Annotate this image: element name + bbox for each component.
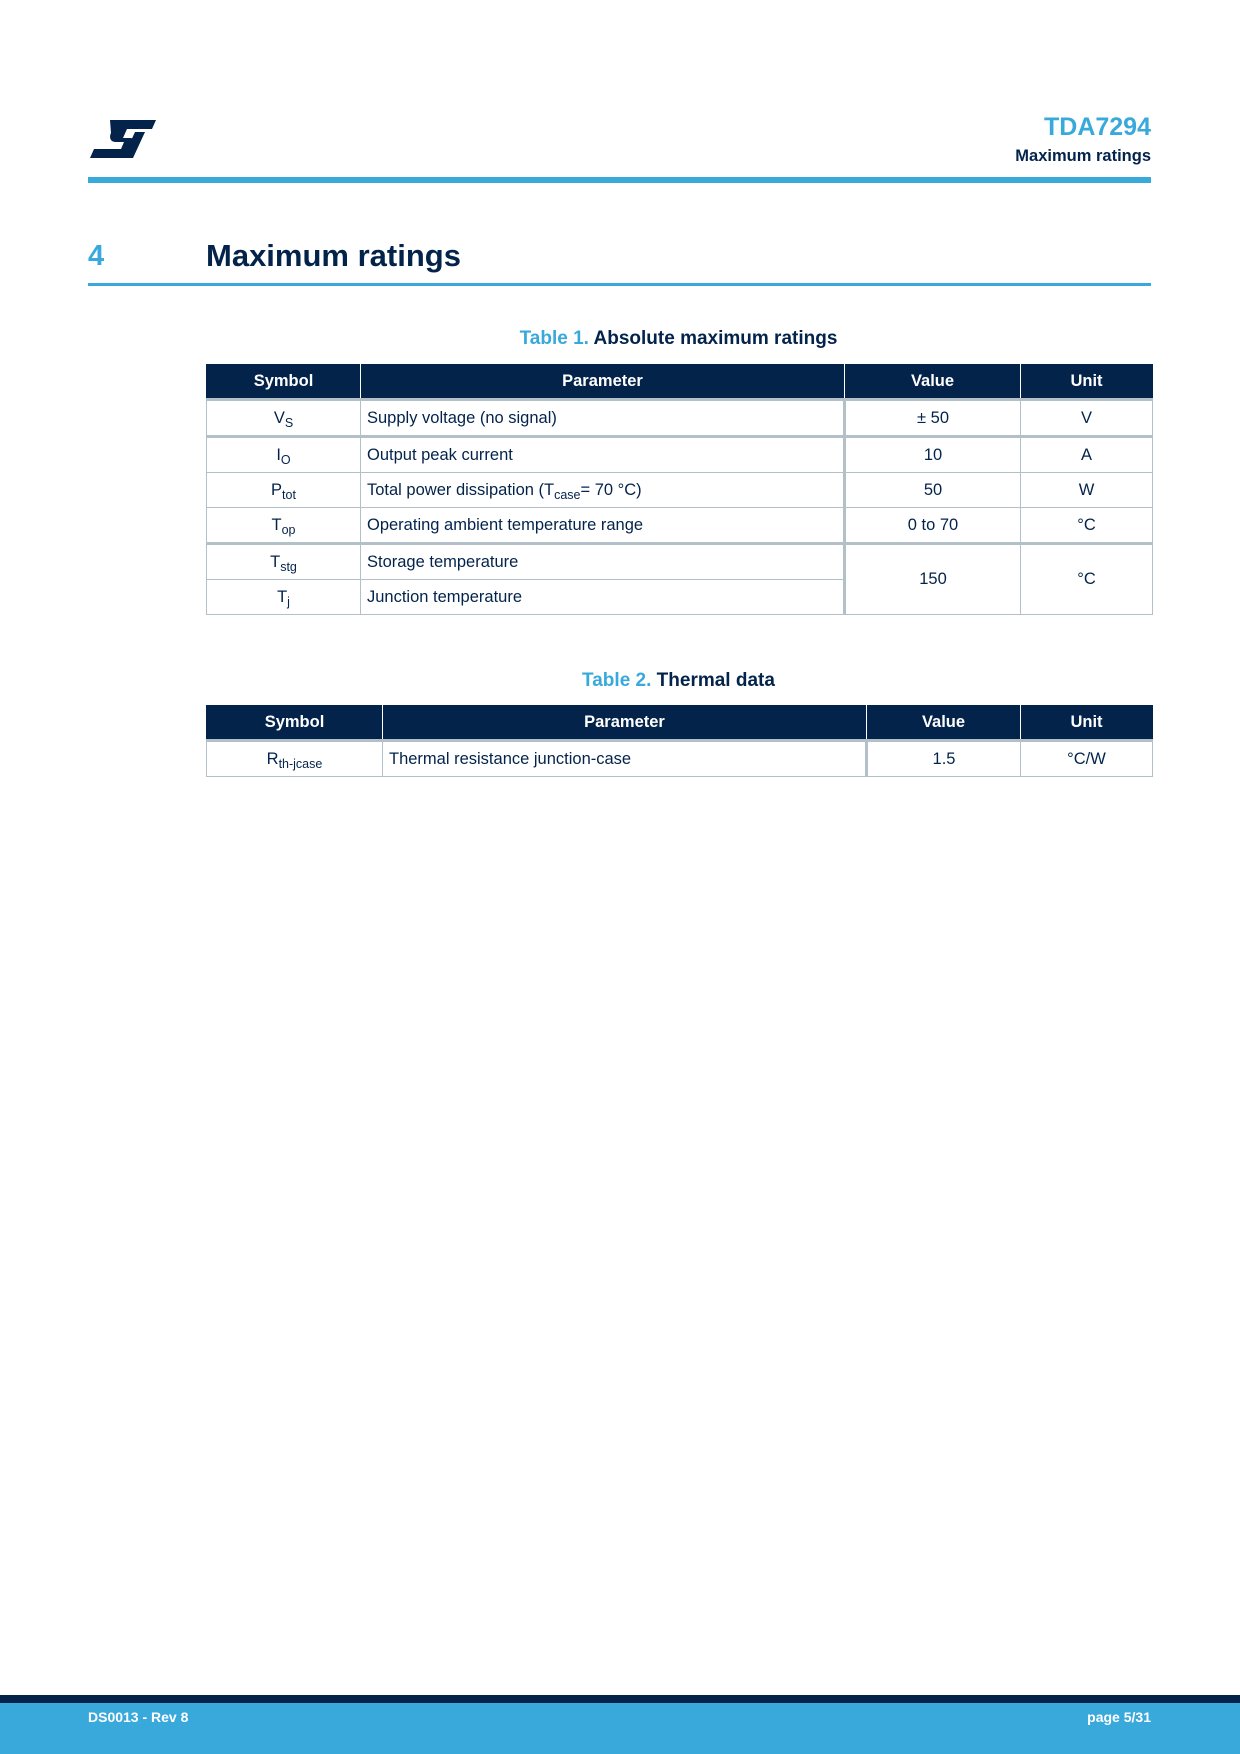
symbol-subscript: O: [280, 452, 291, 467]
footer-document-ref: DS0013 - Rev 8: [88, 1709, 189, 1725]
table2-caption: [206, 670, 1151, 692]
parameter-cell: Output peak current: [361, 437, 845, 473]
parameter-cell: [361, 473, 845, 508]
parameter-subscript: case: [554, 487, 581, 502]
symbol-main: I: [276, 445, 281, 464]
st-logo-icon: [88, 118, 158, 158]
parameter-cell: Junction temperature: [361, 580, 845, 615]
symbol-main: R: [266, 749, 279, 768]
symbol-cell: [207, 437, 361, 473]
unit-cell: °C: [1021, 508, 1153, 544]
table-row: [207, 473, 1153, 508]
column-header-parameter: Parameter: [383, 706, 867, 741]
section-rule: [88, 283, 1151, 286]
table-row: [207, 741, 1153, 777]
table-row: [207, 544, 1153, 580]
symbol-main: P: [271, 480, 283, 499]
column-header-unit: Unit: [1021, 706, 1153, 741]
table-row: [207, 437, 1153, 473]
footer-dark-band: [0, 1695, 1240, 1703]
table1-caption-title: Absolute maximum ratings: [593, 328, 838, 349]
thermal-data-table: [206, 705, 1153, 777]
symbol-subscript: j: [287, 594, 290, 609]
table-row: [207, 400, 1153, 437]
value-cell: ± 50: [845, 400, 1021, 437]
unit-cell: A: [1021, 437, 1153, 473]
value-cell: 50: [845, 473, 1021, 508]
column-header-value: Value: [845, 365, 1021, 400]
column-header-parameter: Parameter: [361, 365, 845, 400]
unit-cell: W: [1021, 473, 1153, 508]
symbol-cell: [207, 741, 383, 777]
table-row: [207, 508, 1153, 544]
absolute-maximum-ratings-table: [206, 364, 1153, 615]
symbol-main: T: [271, 515, 282, 534]
table1-caption: [206, 328, 1151, 350]
parameter-text: Total power dissipation (T: [367, 480, 555, 499]
column-header-symbol: Symbol: [207, 365, 361, 400]
symbol-subscript: op: [281, 522, 296, 537]
symbol-main: T: [277, 587, 288, 606]
parameter-cell: Thermal resistance junction-case: [383, 741, 867, 777]
symbol-subscript: stg: [280, 559, 297, 574]
parameter-cell: Operating ambient temperature range: [361, 508, 845, 544]
column-header-symbol: Symbol: [207, 706, 383, 741]
symbol-cell: [207, 508, 361, 544]
column-header-unit: Unit: [1021, 365, 1153, 400]
running-header-section: Maximum ratings: [1015, 147, 1151, 165]
unit-cell: °C: [1021, 544, 1153, 615]
table2-caption-number: Table 2.: [582, 670, 652, 691]
footer-page-number: page 5/31: [1087, 1709, 1151, 1725]
symbol-main: V: [273, 408, 285, 427]
unit-cell: °C/W: [1021, 741, 1153, 777]
symbol-subscript: S: [284, 415, 294, 430]
parameter-cell: Storage temperature: [361, 544, 845, 580]
table-header-row: [207, 706, 1153, 741]
value-cell: 10: [845, 437, 1021, 473]
section-title: Maximum ratings: [206, 238, 461, 273]
symbol-subscript: tot: [282, 487, 296, 502]
table1-caption-number: Table 1.: [519, 328, 589, 349]
column-header-value: Value: [867, 706, 1021, 741]
table-header-row: [207, 365, 1153, 400]
symbol-main: T: [270, 552, 281, 571]
unit-cell: V: [1021, 400, 1153, 437]
symbol-cell: [207, 473, 361, 508]
symbol-cell: [207, 544, 361, 580]
value-cell: 1.5: [867, 741, 1021, 777]
header-rule: [88, 177, 1151, 183]
parameter-cell: Supply voltage (no signal): [361, 400, 845, 437]
parameter-text: = 70 °C): [580, 480, 642, 499]
symbol-cell: [207, 580, 361, 615]
value-cell: 150: [845, 544, 1021, 615]
table2-caption-title: Thermal data: [656, 670, 775, 691]
symbol-subscript: th-jcase: [278, 756, 323, 771]
document-title: TDA7294: [1044, 113, 1151, 141]
symbol-cell: [207, 400, 361, 437]
section-number: 4: [88, 240, 105, 272]
value-cell: 0 to 70: [845, 508, 1021, 544]
